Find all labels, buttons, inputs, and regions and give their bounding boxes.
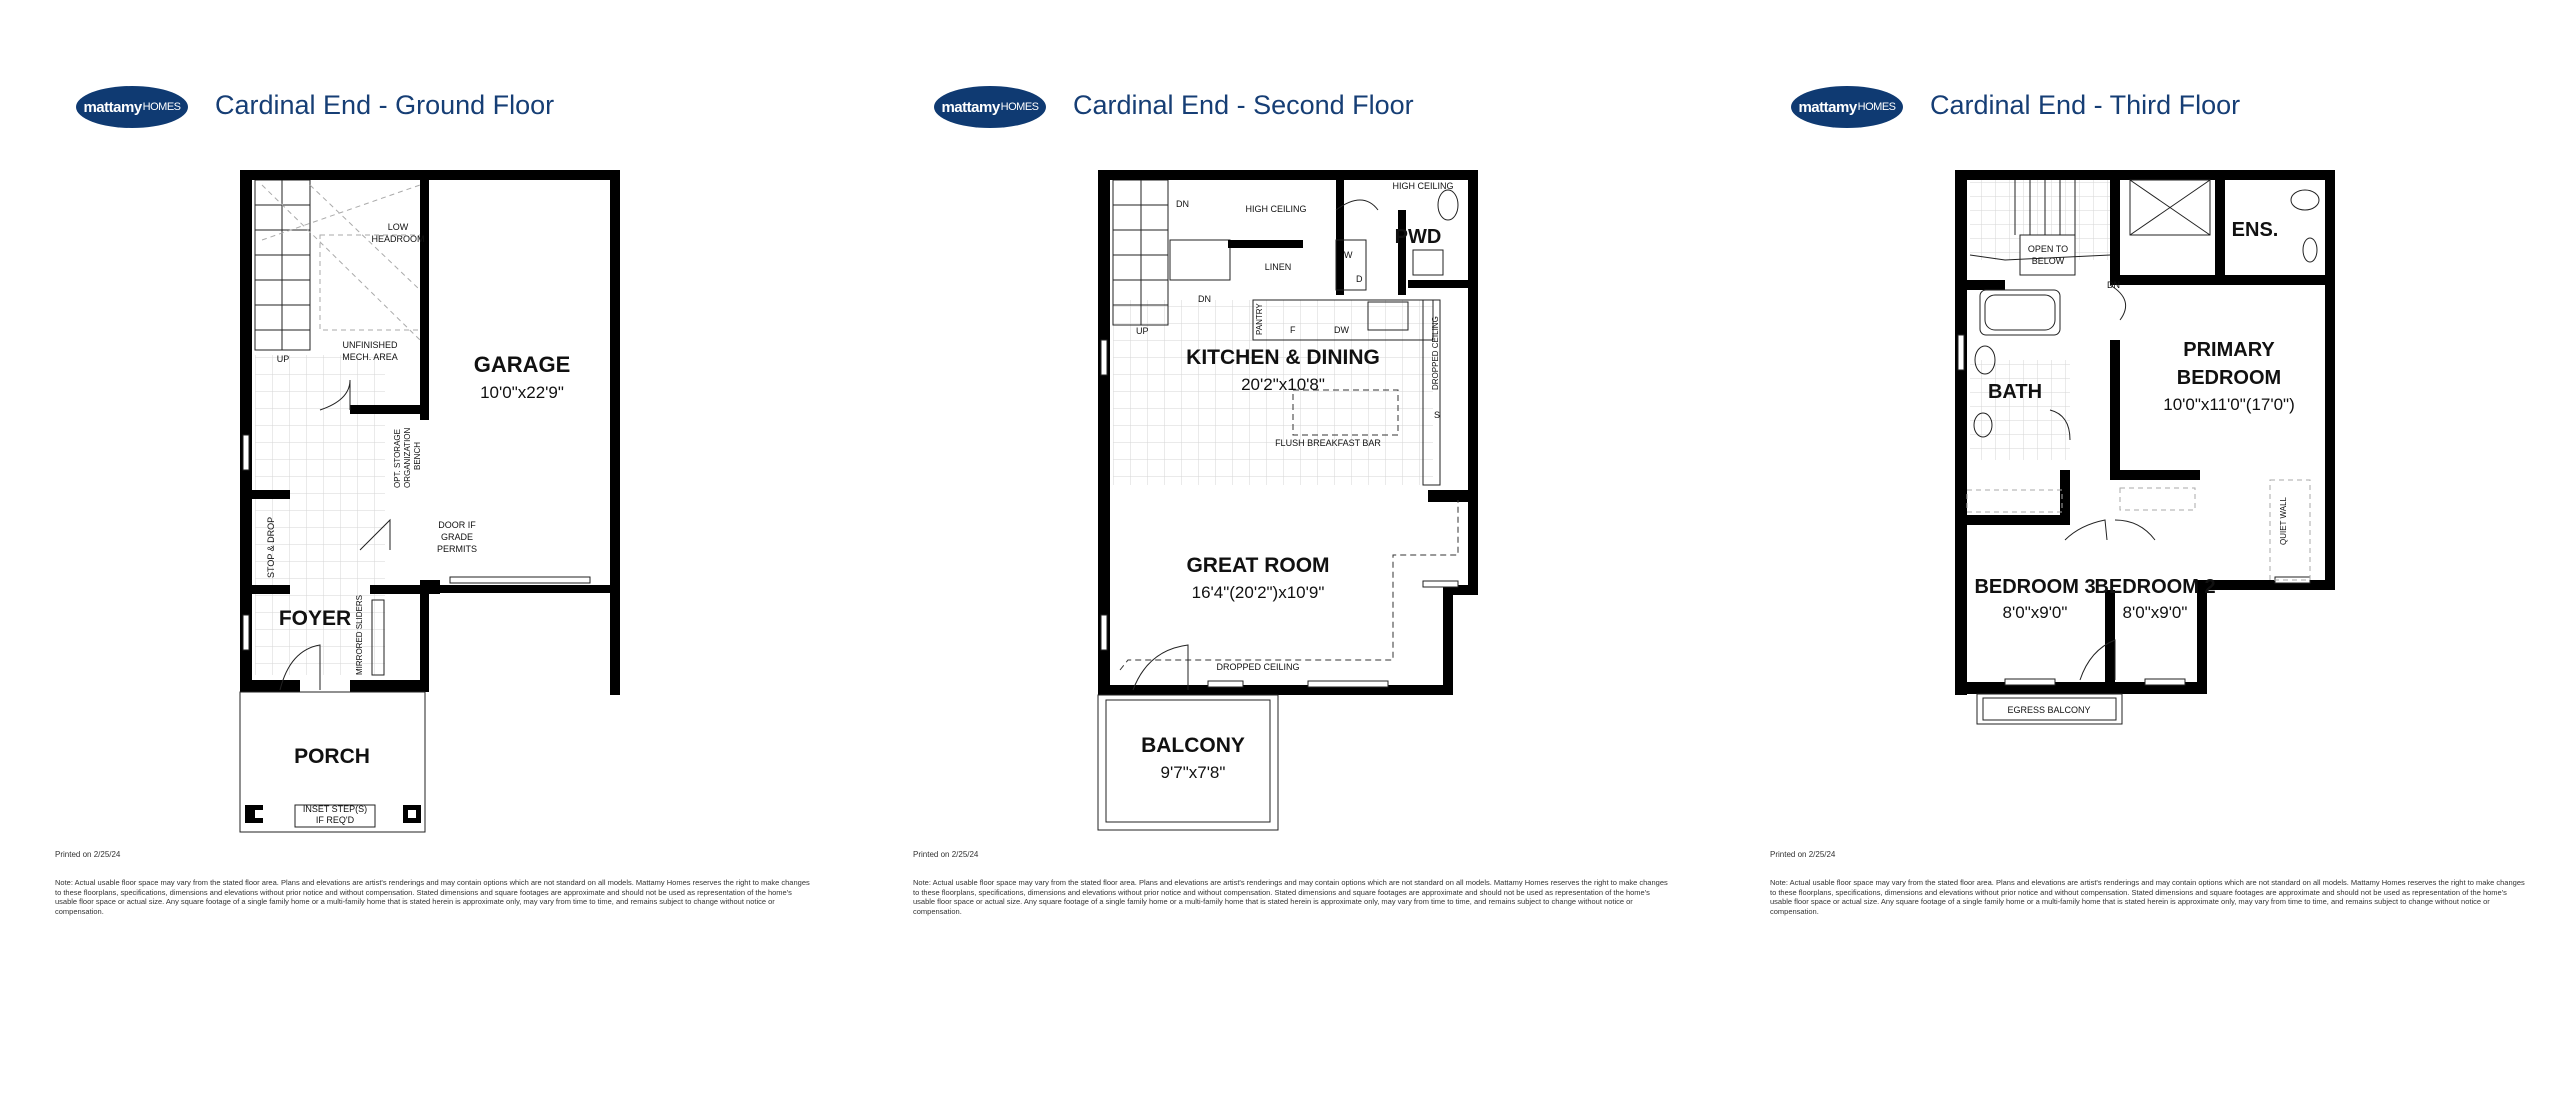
room-label-great-room: GREAT ROOM [1186,554,1330,577]
label-flush-breakfast-bar: FLUSH BREAKFAST BAR [1275,438,1381,448]
mattamy-logo: mattamy HOMES [76,86,188,128]
ground-floor-panel [0,0,860,1104]
room-label-pwd: PWD [1394,226,1442,248]
room-label-bedroom-2: BEDROOM 2 [2094,576,2216,598]
label-unfinished: UNFINISHED [342,340,398,350]
label-bench: BENCH [413,441,422,470]
label-linen: LINEN [1264,262,1292,272]
room-label-bedroom: BEDROOM [2176,367,2282,389]
room-label-bedroom-3: BEDROOM 3 [1974,576,2096,598]
label-headroom: HEADROOM [371,234,425,244]
floor-title: Cardinal End - Third Floor [1930,90,2241,120]
label-mech-area: MECH. AREA [342,352,398,362]
label-high-ceiling-pwd: HIGH CEILING [1392,181,1454,191]
label-opt-storage: OPT. STORAGE [393,429,402,488]
printed-date: Printed on 2/25/24 [913,850,979,859]
room-label-garage: GARAGE [473,352,571,377]
room-label-ens: ENS. [2231,219,2279,241]
ground-floor-plan [0,0,860,1104]
printed-date: Printed on 2/25/24 [1770,850,1836,859]
label-dryer: D [1356,274,1363,284]
printed-date: Printed on 2/25/24 [55,850,121,859]
label-egress-balcony: EGRESS BALCONY [2007,705,2091,715]
label-inset-steps: INSET STEP(S) [302,804,368,814]
label-high-ceiling: HIGH CEILING [1245,204,1307,214]
room-label-kitchen-dining: KITCHEN & DINING [1186,346,1380,369]
mattamy-logo: mattamy HOMES [1791,86,1903,128]
room-label-primary: PRIMARY [2183,339,2275,361]
room-dim-great-room: 16'4"(20'2")x10'9" [1191,583,1325,602]
room-dim-garage: 10'0"x22'9" [480,383,564,402]
label-dn: DN [2107,280,2120,290]
floor-title: Cardinal End - Ground Floor [215,90,555,120]
label-dn-bottom: DN [1198,294,1211,304]
label-grade: GRADE [440,532,474,542]
label-up: UP [276,354,290,364]
label-dishwasher: DW [1334,325,1349,335]
label-dn-top: DN [1176,199,1189,209]
room-dim-bedroom-2: 8'0"x9'0" [2122,603,2188,622]
room-label-bath: BATH [1987,381,2043,403]
label-below: BELOW [2031,256,2065,266]
label-quiet-wall: QUIET WALL [2279,496,2288,545]
room-dim-bedroom-3: 8'0"x9'0" [2002,603,2068,622]
label-up: UP [1136,326,1149,336]
second-floor-plan [858,0,1718,1104]
room-label-porch: PORCH [294,745,370,768]
label-open-to: OPEN TO [2027,244,2069,254]
label-door-if: DOOR IF [438,520,476,530]
room-dim-kitchen-dining: 20'2"x10'8" [1241,375,1325,394]
room-dim-primary: 10'0"x11'0"(17'0") [2163,395,2295,414]
disclaimer-note: Note: Actual usable floor space may vary from the stated floor area. Plans and elevations are artist's renderings and may contain options which are not standard on all models. Mattamy Homes reserves the right to make changes to these floorplans, specifications, dimensions and elevations without prior notice and without compensation. Stated dimensions and square footages are approximate and should not be used as representation of the home's usable floor space or actual size. Any square footage of a single family home or a multi-family home that is stated herein is approximate only, may vary from time to time, and remains subject to change without notice or compensation. [1770,878,2525,916]
label-pantry: PANTRY [1255,303,1264,335]
label-mirrored-sliders: MIRRORED SLIDERS [355,594,364,675]
second-floor-panel [858,0,1718,1104]
label-if-reqd: IF REQ'D [315,815,355,825]
label-organization: ORGANIZATION [403,427,412,488]
label-fridge: F [1290,325,1296,335]
label-dropped-ceiling-side: DROPPED CEILING [1431,316,1440,390]
room-label-foyer: FOYER [278,607,352,630]
floor-title: Cardinal End - Second Floor [1073,90,1414,120]
disclaimer-note: Note: Actual usable floor space may vary from the stated floor area. Plans and elevations are artist's renderings and may contain options which are not standard on all models. Mattamy Homes reserves the right to make changes to these floorplans, specifications, dimensions and elevations without prior notice and without compensation. Stated dimensions and square footages are approximate and should not be used as representation of the home's usable floor space or actual size. Any square footage of a single family home or a multi-family home that is stated herein is approximate only, may vary from time to time, and remains subject to change without notice or compensation. [55,878,810,916]
third-floor-panel [1715,0,2560,1104]
room-dim-balcony: 9'7"x7'8" [1160,763,1226,782]
room-label-balcony: BALCONY [1141,734,1245,757]
third-floor-plan [1715,0,2560,1104]
mattamy-logo: mattamy HOMES [934,86,1046,128]
label-permits: PERMITS [436,544,478,554]
label-dropped-ceiling-bottom: DROPPED CEILING [1216,662,1300,672]
label-low: LOW [387,222,409,232]
label-washer: W [1344,250,1353,260]
disclaimer-note: Note: Actual usable floor space may vary from the stated floor area. Plans and elevations are artist's renderings and may contain options which are not standard on all models. Mattamy Homes reserves the right to make changes to these floorplans, specifications, dimensions and elevations without prior notice and without compensation. Stated dimensions and square footages are approximate and should not be used as representation of the home's usable floor space or actual size. Any square footage of a single family home or a multi-family home that is stated herein is approximate only, may vary from time to time, and remains subject to change without notice or compensation. [913,878,1668,916]
label-sink: S [1434,410,1441,420]
label-stop-drop: STOP & DROP [266,516,276,578]
